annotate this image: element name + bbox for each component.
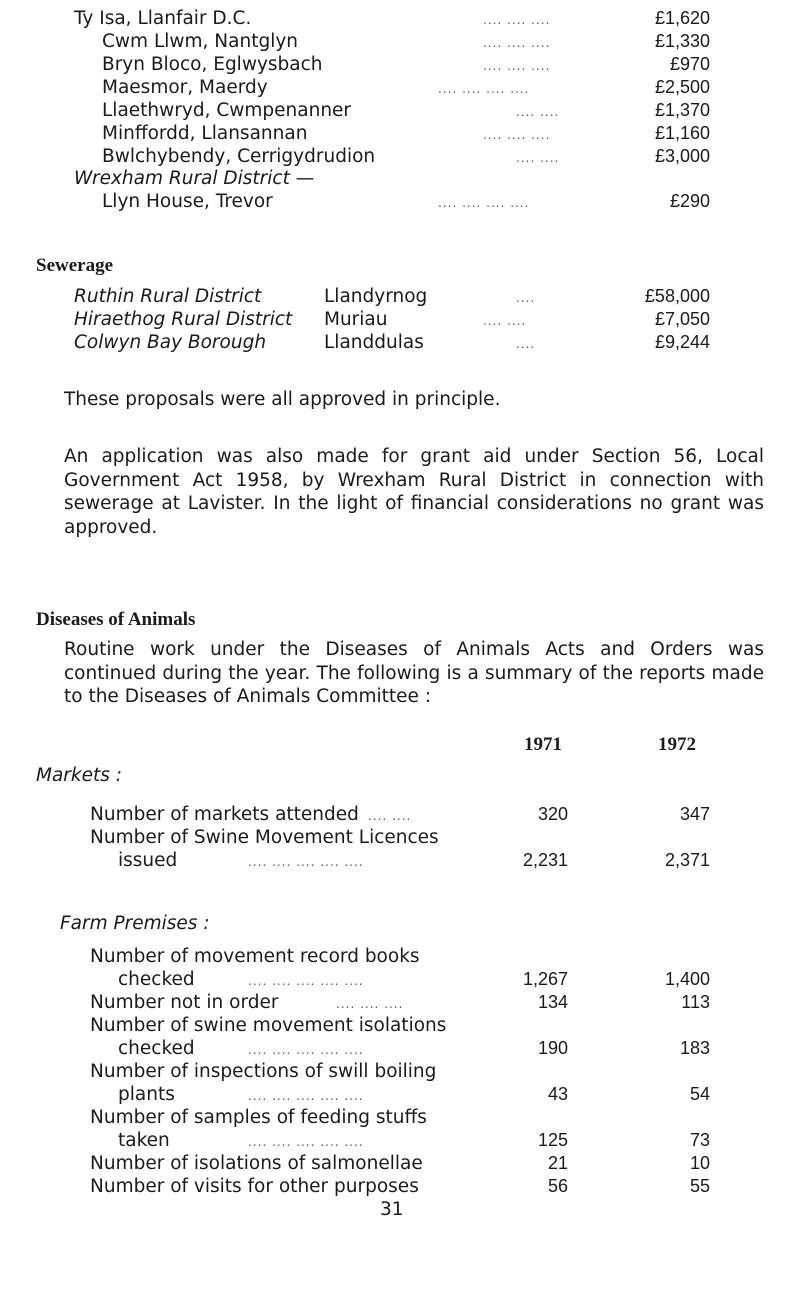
row-label: Number of inspections of swill boiling [90,1061,437,1082]
row-label-continued: plants [118,1084,175,1105]
leader-dots: .... .... [516,151,560,165]
approved-paragraph: These proposals were all approved in principle. [64,389,501,410]
scheme-amount: £1,370 [654,100,710,120]
value-1971: 125 [537,1130,568,1150]
leader-dots: .... .... .... [483,13,551,27]
leader-dots: .... .... .... [483,36,551,50]
value-1972: 55 [689,1176,710,1196]
diseases-heading: Diseases of Animals [36,609,196,630]
leader-dots: .... .... .... .... .... [248,1043,364,1057]
sewerage-district: Hiraethog Rural District [74,309,293,330]
value-1971: 21 [547,1153,568,1173]
page-number: 31 [380,1199,404,1220]
leader-dots: .... .... .... .... .... [248,1089,364,1103]
scheme-label: Minffordd, Llansannan [102,123,308,144]
row-label: Number of movement record books [90,946,420,967]
value-1972: 1,400 [664,969,710,989]
sewerage-district: Colwyn Bay Borough [74,332,267,353]
scheme-amount: £290 [669,191,710,211]
value-1972: 10 [689,1153,710,1173]
sewerage-district: Ruthin Rural District [74,286,262,307]
value-1971: 190 [537,1038,568,1058]
scheme-amount: £1,620 [654,8,710,28]
leader-dots: .... .... .... [483,128,551,142]
row-label: Number of markets attended [90,804,359,825]
wrexham-heading: Wrexham Rural District — [74,168,315,189]
scheme-amount: £2,500 [654,77,710,97]
row-label: Number not in order [90,992,279,1013]
row-label: Number of visits for other purposes [90,1176,419,1197]
leader-dots: .... .... .... [483,59,551,73]
value-1972: 54 [689,1084,710,1104]
leader-dots: .... .... .... .... .... [248,1135,364,1149]
sewerage-amount: £7,050 [654,309,710,329]
row-label: Number of isolations of salmonellae [90,1153,423,1174]
leader-dots: .... .... .... .... .... [248,855,364,869]
row-label: Number of swine movement isolations [90,1015,447,1036]
row-label-continued: checked [118,969,195,990]
value-1971: 56 [547,1176,568,1196]
year-1971-header: 1971 [524,734,562,755]
application-paragraph: An application was also made for grant aid under Section 56, Local Government Act 1958, by Wrexham Rural District in connection with sewerage at Lavister. In the light of financial considerations no grant was approved. [64,446,764,538]
markets-heading: Markets : [36,765,123,786]
scheme-label: Llyn House, Trevor [102,191,273,212]
leader-dots: .... .... .... .... .... [248,974,364,988]
sewerage-heading: Sewerage [36,255,114,276]
value-1971: 134 [537,992,568,1012]
scheme-amount: £1,330 [654,31,710,51]
row-label: Number of samples of feeding stuffs [90,1107,427,1128]
value-1972: 2,371 [664,850,710,870]
scheme-label: Llaethwryd, Cwmpenanner [102,100,352,121]
sewerage-place: Llandyrnog [324,286,428,307]
value-1972: 113 [681,992,710,1012]
leader-dots: .... .... [483,314,527,328]
scheme-amount: £1,160 [654,123,710,143]
value-1972: 347 [679,804,710,824]
scheme-label: Maesmor, Maerdy [102,77,268,98]
value-1971: 320 [537,804,568,824]
row-label-continued: issued [118,850,178,871]
row-label-continued: checked [118,1038,195,1059]
scheme-amount: £970 [669,54,710,74]
sewerage-place: Llanddulas [324,332,424,353]
row-label-continued: taken [118,1130,170,1151]
scheme-label: Cwm Llwm, Nantglyn [102,31,299,52]
leader-dots: .... .... .... .... [438,82,530,96]
scheme-amount: £3,000 [654,146,710,166]
leader-dots: .... [516,291,536,305]
sewerage-place: Muriau [324,309,388,330]
value-1972: 73 [689,1130,710,1150]
value-1971: 43 [547,1084,568,1104]
sewerage-amount: £9,244 [654,332,710,352]
farm-premises-heading: Farm Premises : [60,913,210,934]
value-1971: 1,267 [522,969,568,989]
year-1972-header: 1972 [658,734,696,755]
scheme-label: Ty Isa, Llanfair D.C. [74,8,252,29]
value-1972: 183 [679,1038,710,1058]
row-label: Number of Swine Movement Licences [90,827,439,848]
leader-dots: .... .... [368,809,412,823]
leader-dots: .... .... .... .... [438,196,530,210]
leader-dots: .... [516,337,536,351]
leader-dots: .... .... .... [336,997,404,1011]
scheme-label: Bryn Bloco, Eglwysbach [102,54,323,75]
diseases-intro: Routine work under the Diseases of Animals Acts and Orders was continued during the year. The following is a summary of the reports made to the Diseases of Animals Committee : [64,639,764,707]
sewerage-amount: £58,000 [644,286,710,306]
leader-dots: .... .... [516,105,560,119]
value-1971: 2,231 [522,850,568,870]
scheme-label: Bwlchybendy, Cerrigydrudion [102,146,376,167]
